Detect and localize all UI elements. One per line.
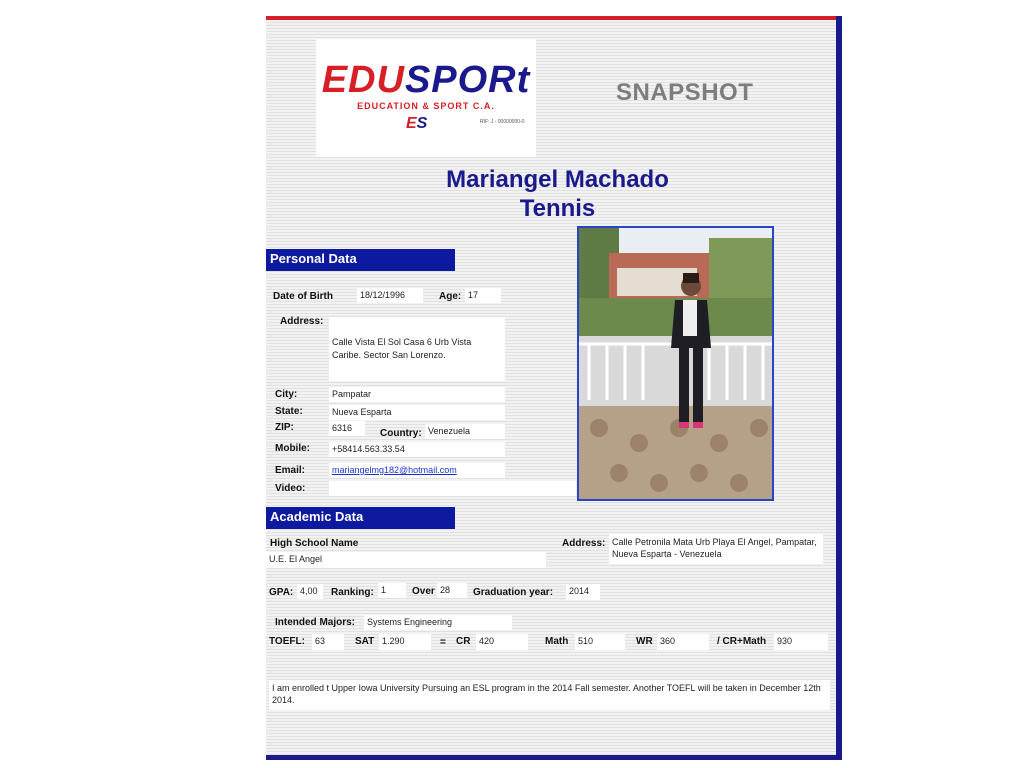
- majors-label: Intended Majors:: [275, 617, 356, 628]
- logo-mark-s: S: [416, 115, 428, 132]
- wr-field[interactable]: 360: [657, 634, 709, 650]
- ranking-label: Ranking:: [331, 587, 374, 598]
- logo-wordmark-sport: SPORt: [404, 59, 531, 101]
- state-label: State:: [275, 406, 303, 417]
- video-label: Video:: [275, 483, 306, 494]
- top-red-rule: [266, 16, 838, 20]
- email-label: Email:: [275, 465, 306, 476]
- snapshot-sheet: [266, 16, 842, 760]
- cr-math-field[interactable]: 930: [774, 634, 828, 650]
- right-blue-rule: [836, 16, 842, 760]
- math-field[interactable]: 510: [575, 634, 625, 650]
- address-label: Address:: [280, 316, 324, 327]
- age-label: Age:: [439, 291, 462, 302]
- toefl-label: TOEFL:: [269, 636, 305, 647]
- country-field[interactable]: Venezuela: [425, 424, 505, 439]
- personal-data-header: Personal Data: [266, 249, 455, 271]
- video-field[interactable]: [329, 481, 576, 496]
- over-label: Over: [412, 586, 435, 597]
- email-link[interactable]: mariangelmg182@hotmail.com: [332, 465, 457, 475]
- cr-field[interactable]: 420: [476, 634, 528, 650]
- cr-math-label: / CR+Math: [717, 636, 767, 647]
- athlete-name: Mariangel Machado: [446, 166, 669, 193]
- cr-label: CR: [456, 636, 471, 647]
- snapshot-heading: SNAPSHOT: [616, 79, 754, 106]
- address-field[interactable]: Calle Vista El Sol Casa 6 Urb Vista Caribe. Sector San Lorenzo.: [329, 317, 505, 381]
- gpa-label: GPA:: [269, 587, 294, 598]
- wr-label: WR: [636, 636, 653, 647]
- toefl-field[interactable]: 63: [312, 634, 344, 650]
- logo-wordmark: [316, 59, 536, 102]
- edusport-logo: [316, 39, 536, 157]
- sat-field[interactable]: 1.290: [379, 634, 431, 650]
- athlete-photo: [577, 226, 774, 501]
- country-label: Country:: [380, 428, 422, 439]
- logo-mark: [406, 115, 427, 133]
- academic-note[interactable]: I am enrolled t Upper Iowa University Pursuing an ESL program in the 2014 Fall semester. Another TOEFL will be taken in December 12th 2014.: [269, 680, 830, 710]
- age-field[interactable]: 17: [465, 288, 501, 303]
- city-label: City:: [275, 389, 298, 400]
- logo-mark-e: E: [406, 115, 417, 132]
- school-field[interactable]: U.E. El Angel: [266, 552, 546, 568]
- ranking-field[interactable]: 1: [378, 583, 406, 598]
- city-field[interactable]: Pampatar: [329, 387, 505, 402]
- gpa-field[interactable]: 4,00: [297, 584, 323, 599]
- dob-label: Date of Birth: [273, 291, 333, 302]
- logo-tagline: EDUCATION & SPORT C.A.: [357, 101, 495, 111]
- zip-label: ZIP:: [275, 422, 294, 433]
- athlete-sport: Tennis: [519, 195, 596, 222]
- state-field[interactable]: Nueva Esparta: [329, 405, 505, 420]
- school-address-label: Address:: [562, 538, 606, 549]
- math-label: Math: [545, 636, 569, 647]
- email-field[interactable]: [329, 463, 505, 478]
- zip-field[interactable]: 6316: [329, 421, 365, 436]
- school-address-field[interactable]: Calle Petronila Mata Urb Playa El Angel, Pampatar, Nueva Esparta - Venezuela: [609, 534, 823, 564]
- mobile-field[interactable]: +58414.563.33.54: [329, 442, 505, 457]
- dob-field[interactable]: 18/12/1996: [357, 288, 423, 303]
- academic-data-header: Academic Data: [266, 507, 455, 529]
- school-label: High School Name: [270, 538, 359, 549]
- portrait-photo-icon: [579, 228, 772, 499]
- mobile-label: Mobile:: [275, 443, 310, 454]
- graduation-label: Graduation year:: [473, 587, 554, 598]
- graduation-field[interactable]: 2014: [566, 584, 600, 600]
- over-field[interactable]: 28: [437, 583, 467, 598]
- sat-label: SAT: [355, 636, 375, 647]
- logo-wordmark-edu: EDU: [321, 59, 405, 101]
- bottom-blue-rule: [266, 755, 842, 760]
- equals-label: =: [440, 637, 446, 648]
- majors-field[interactable]: Systems Engineering: [364, 615, 512, 630]
- logo-rif: RIF: J - 00000000-0: [480, 119, 525, 125]
